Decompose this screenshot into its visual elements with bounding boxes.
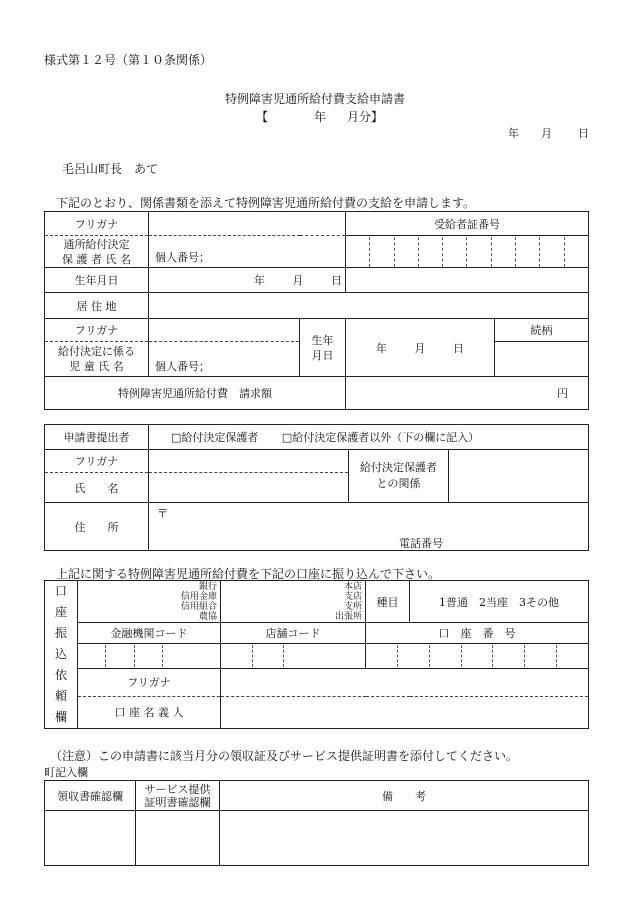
child-birth-day: 日 — [453, 341, 464, 355]
submitter-table — [44, 424, 589, 551]
holder-furigana-field[interactable] — [221, 668, 589, 696]
date-month: 月 — [541, 127, 552, 140]
account-no-label: 口 座 番 号 — [366, 623, 589, 644]
child-furigana-label: フリガナ — [45, 319, 149, 342]
child-name-field[interactable] — [149, 342, 300, 377]
guardian-name-label: 通所給付決定 保 護 者 氏 名 — [45, 236, 149, 268]
bank-intro: 上記に関する特例障害児通所給付費を下記の口座に振り込んで下さい。 — [56, 567, 441, 581]
submitter-name-label: 氏 名 — [45, 473, 149, 503]
form-number: 様式第１２号（第１０条関係） — [44, 53, 213, 67]
submitter-address-field[interactable] — [149, 503, 589, 551]
submitter-name-field[interactable] — [149, 473, 349, 503]
period-year: 年 — [314, 110, 327, 124]
birthdate-field[interactable] — [149, 268, 346, 293]
town-table — [44, 780, 589, 866]
account-no-boxes[interactable] — [366, 644, 589, 669]
relation-to-guardian-label: 給付決定保護者 との関係 — [349, 450, 449, 503]
postal-mark: 〒 — [157, 507, 168, 520]
remarks-label: 備 考 — [220, 781, 589, 811]
claim-field[interactable] — [346, 377, 589, 410]
bank-code-boxes[interactable] — [78, 644, 221, 669]
claim-label: 特例障害児通所給付費 請求額 — [45, 377, 346, 410]
birth-year: 年 — [254, 274, 265, 287]
service-check-label: サービス提供 証明書確認欄 — [136, 781, 220, 811]
child-name-label: 給付決定に係る 児 童 氏 名 — [45, 342, 149, 377]
relation-label: 続柄 — [495, 319, 589, 342]
submitter-options — [149, 425, 589, 450]
birthdate-label: 生年月日 — [45, 268, 149, 293]
child-birth-label: 生年 月日 — [300, 319, 346, 377]
cert-no-boxes[interactable] — [346, 236, 589, 268]
residence-label: 居 住 地 — [45, 293, 149, 319]
period-open: 【 — [256, 110, 269, 124]
relation-to-guardian-field[interactable] — [449, 450, 589, 503]
bank-table — [44, 580, 589, 729]
child-furigana-field[interactable] — [149, 319, 300, 342]
cert-no-label: 受給者証番号 — [346, 212, 589, 236]
branch-name-field[interactable]: 本店 支店 支所 出張所 — [221, 581, 366, 623]
holder-label: 口 座 名 義 人 — [78, 696, 221, 728]
option-guardian[interactable]: □給付決定保護者 — [171, 431, 259, 444]
guardian-name-field[interactable] — [149, 236, 346, 268]
birth-month: 月 — [292, 274, 304, 287]
branch-code-boxes[interactable] — [221, 644, 366, 669]
yen-unit: 円 — [557, 387, 568, 400]
note-text: （注意）この申請書に該当月分の領収証及びサービス提供証明書を添付してください。 — [50, 749, 519, 763]
addressee: 毛呂山町長 あて — [62, 162, 159, 176]
option-other[interactable]: □給付決定保護者以外（下の欄に記入） — [281, 431, 480, 444]
blank-cell — [346, 268, 589, 293]
child-personal-no-label: 個人番号； — [155, 360, 210, 373]
holder-field[interactable] — [221, 696, 589, 728]
receipt-check-field[interactable] — [45, 811, 136, 866]
holder-furigana-label: フリガナ — [78, 668, 221, 696]
branch-code-label: 店舗コード — [221, 623, 366, 644]
town-section-label: 町記入欄 — [44, 766, 88, 779]
residence-field[interactable] — [149, 293, 589, 319]
submitter-furigana-field[interactable] — [149, 450, 349, 473]
applicant-table — [44, 211, 589, 410]
receipt-check-label: 領収書確認欄 — [45, 781, 136, 811]
intro-text: 下記のとおり、関係書類を添えて特例障害児通所給付費の支給を申請します。 — [56, 196, 476, 210]
kind-label: 種目 — [366, 581, 410, 623]
guardian-personal-no-label: 個人番号； — [155, 251, 210, 264]
date-day: 日 — [578, 127, 589, 140]
bank-name-field[interactable]: 銀行 信用金庫 信用組合 農協 — [78, 581, 221, 623]
bank-side-label: 口 座 振 込 依 頼 欄 — [45, 581, 78, 729]
period-month: 月分】 — [347, 110, 384, 124]
submitter-address-label: 住 所 — [45, 503, 149, 551]
service-check-field[interactable] — [136, 811, 220, 866]
submitter-label: 申請書提出者 — [45, 425, 149, 450]
birth-day: 日 — [331, 274, 342, 287]
child-birth-year: 年 — [376, 341, 387, 355]
child-birth-month: 月 — [414, 341, 426, 355]
date-year: 年 — [508, 127, 519, 140]
kind-options[interactable]: 1普通 2当座 3その他 — [410, 581, 589, 623]
submitter-furigana-label: フリガナ — [45, 450, 149, 473]
guardian-furigana-field[interactable] — [149, 212, 346, 236]
form-title: 特例障害児通所給付費支給申請書 — [225, 92, 406, 106]
child-birth-field[interactable] — [346, 319, 495, 377]
guardian-furigana-label: フリガナ — [45, 212, 149, 236]
relation-field[interactable] — [495, 342, 589, 377]
phone-label: 電話番号 — [399, 537, 443, 550]
bank-code-label: 金融機関コード — [78, 623, 221, 644]
remarks-field[interactable] — [220, 811, 589, 866]
